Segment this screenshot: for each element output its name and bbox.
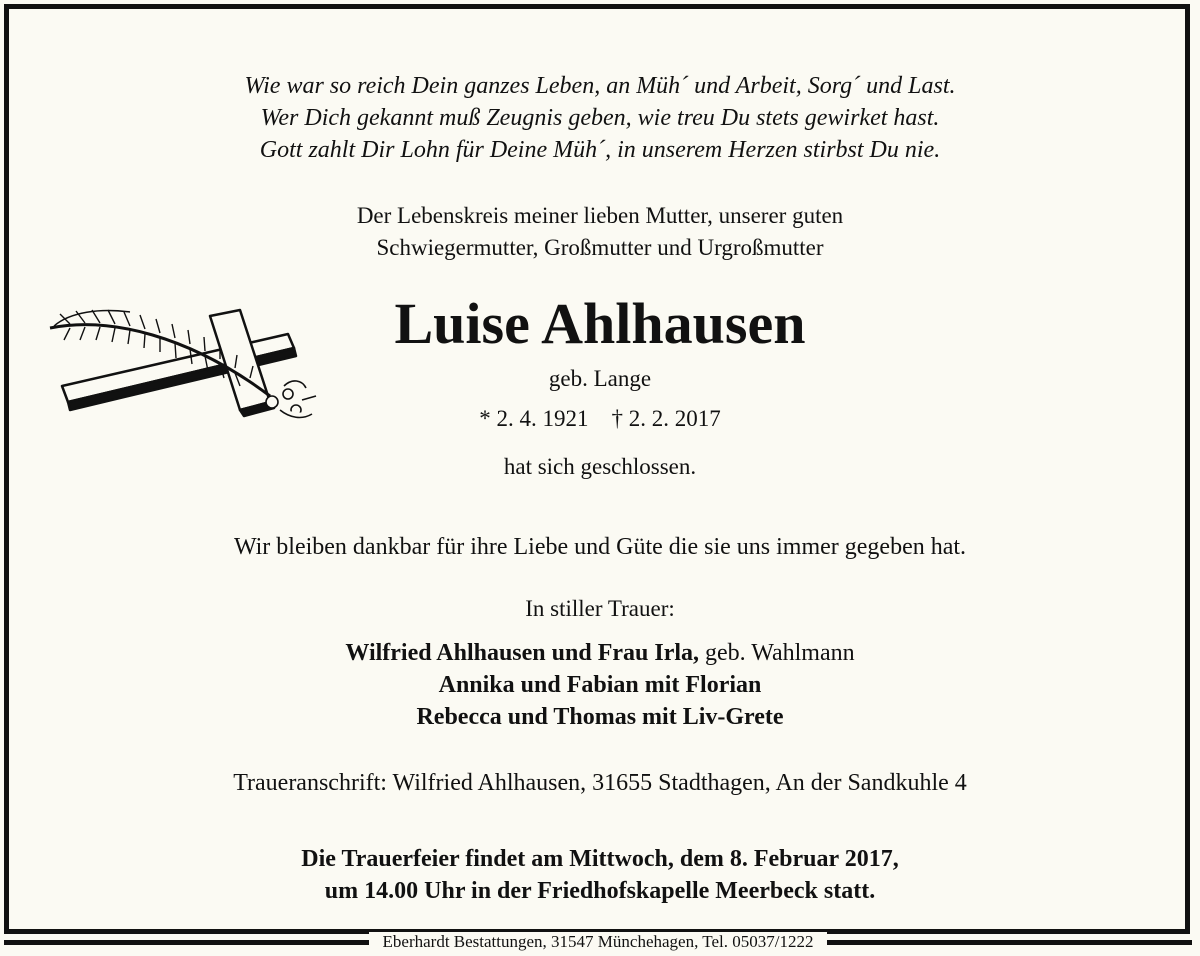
footer-bar <box>4 930 1196 954</box>
mourners-line-1-maiden: geb. Wahlmann <box>699 640 855 666</box>
intro-line-2: Schwiegermutter, Großmutter und Urgroßmutter <box>376 235 824 260</box>
mourning-address: Traueranschrift: Wilfried Ahlhausen, 31655 Stadthagen, An der Sandkuhle 4 <box>233 770 967 796</box>
mourning-label: In stiller Trauer: <box>525 596 675 621</box>
mourners-line-2: Annika und Fabian mit Florian <box>438 672 762 698</box>
ceremony-line-2: um 14.00 Uhr in der Friedhofskapelle Meerbeck statt. <box>324 878 876 904</box>
footer-undertaker: Eberhardt Bestattungen, 31547 Münchehagen, Tel. 05037/1222 <box>369 932 828 952</box>
poem-line-2: Wer Dich gekannt muß Zeugnis geben, wie treu Du stets gewirket hast. <box>260 105 940 131</box>
poem-line-1: Wie war so reich Dein ganzes Leben, an Müh´ und Arbeit, Sorg´ und Last. <box>244 73 956 99</box>
deceased-name: Luise Ahlhausen <box>394 291 806 356</box>
intro-line-1: Der Lebenskreis meiner lieben Mutter, unserer guten <box>356 203 844 228</box>
mourners-line-1 <box>0 638 1200 668</box>
thanks-text: Wir bleiben dankbar für ihre Liebe und Güte die sie uns immer gegeben hat. <box>233 534 967 560</box>
mourners-line-1-names: Wilfried Ahlhausen und Frau Irla, <box>345 640 700 666</box>
poem-line-3: Gott zahlt Dir Lohn für Deine Müh´, in unserem Herzen stirbst Du nie. <box>259 137 941 163</box>
mourners-line-3: Rebecca und Thomas mit Liv-Grete <box>416 704 784 730</box>
ceremony-line-1: Die Trauerfeier findet am Mittwoch, dem 8. Februar 2017, <box>301 846 899 872</box>
closed-text: hat sich geschlossen. <box>503 454 697 479</box>
maiden-name: geb. Lange <box>548 366 652 391</box>
life-dates: * 2. 4. 1921 † 2. 2. 2017 <box>479 406 721 431</box>
